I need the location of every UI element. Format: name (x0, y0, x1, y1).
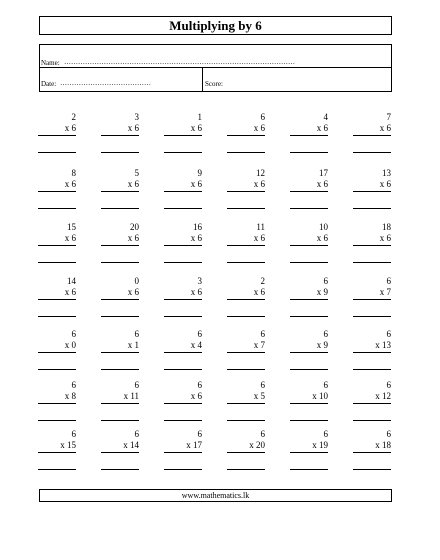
answer-line[interactable] (164, 420, 202, 421)
answer-line[interactable] (164, 469, 202, 470)
multiplicand: 4 (323, 112, 328, 122)
problem-line (227, 191, 265, 192)
multiplicand: 6 (386, 380, 391, 390)
multiplicand: 9 (197, 168, 202, 178)
multiplier: x 6 (190, 123, 202, 133)
multiplicand: 6 (260, 380, 265, 390)
multiplier: x 8 (64, 391, 76, 401)
answer-line[interactable] (290, 316, 328, 317)
answer-line[interactable] (290, 152, 328, 153)
multiplier: x 10 (312, 391, 328, 401)
problem (38, 112, 76, 136)
problem-line (38, 352, 76, 353)
answer-line[interactable] (227, 262, 265, 263)
problem (38, 168, 76, 192)
multiplicand: 1 (197, 112, 202, 122)
problem-line (353, 299, 391, 300)
problem-line (227, 403, 265, 404)
multiplier: x 6 (316, 179, 328, 189)
answer-line[interactable] (101, 369, 139, 370)
multiplicand: 6 (386, 276, 391, 286)
problem-line (164, 403, 202, 404)
problem-line (353, 135, 391, 136)
score-label: Score: (205, 80, 223, 88)
multiplicand: 6 (71, 429, 76, 439)
problem-line (38, 299, 76, 300)
problem-line (164, 299, 202, 300)
multiplicand: 6 (260, 429, 265, 439)
problem-line (101, 403, 139, 404)
problem (353, 276, 391, 300)
multiplier: x 19 (312, 440, 328, 450)
problem (227, 276, 265, 300)
problem-line (227, 352, 265, 353)
problem-line (290, 452, 328, 453)
multiplier: x 6 (190, 179, 202, 189)
problem (290, 329, 328, 353)
answer-line[interactable] (101, 469, 139, 470)
multiplicand: 7 (386, 112, 391, 122)
problem-line (290, 299, 328, 300)
problem-line (38, 135, 76, 136)
multiplier: x 11 (123, 391, 139, 401)
multiplicand: 6 (260, 112, 265, 122)
problem (227, 112, 265, 136)
date-field[interactable]: ………………………………… (60, 79, 151, 87)
answer-line[interactable] (353, 262, 391, 263)
multiplicand: 6 (134, 380, 139, 390)
multiplier: x 17 (186, 440, 202, 450)
multiplier: x 6 (316, 123, 328, 133)
answer-line[interactable] (353, 469, 391, 470)
multiplier: x 6 (379, 179, 391, 189)
multiplier: x 6 (253, 233, 265, 243)
answer-line[interactable] (101, 262, 139, 263)
problem (164, 276, 202, 300)
answer-line[interactable] (38, 369, 76, 370)
problem (353, 222, 391, 246)
problem-line (38, 245, 76, 246)
multiplier: x 6 (64, 179, 76, 189)
multiplicand: 6 (197, 380, 202, 390)
answer-line[interactable] (164, 152, 202, 153)
multiplier: x 6 (127, 287, 139, 297)
multiplier: x 20 (249, 440, 265, 450)
problem-line (290, 403, 328, 404)
problem-line (353, 352, 391, 353)
multiplier: x 5 (253, 391, 265, 401)
answer-line[interactable] (353, 420, 391, 421)
answer-line[interactable] (101, 208, 139, 209)
problem (290, 380, 328, 404)
multiplier: x 6 (127, 123, 139, 133)
multiplier: x 7 (379, 287, 391, 297)
answer-line[interactable] (38, 262, 76, 263)
problem-line (290, 245, 328, 246)
problem (227, 329, 265, 353)
answer-line[interactable] (38, 469, 76, 470)
multiplier: x 7 (253, 340, 265, 350)
answer-line[interactable] (164, 316, 202, 317)
answer-line[interactable] (38, 208, 76, 209)
multiplier: x 6 (64, 123, 76, 133)
multiplier: x 6 (190, 233, 202, 243)
multiplier: x 12 (375, 391, 391, 401)
answer-line[interactable] (290, 469, 328, 470)
date-score-row (40, 68, 391, 91)
multiplicand: 3 (134, 112, 139, 122)
problem-line (227, 452, 265, 453)
problem (353, 168, 391, 192)
name-field[interactable]: ……………………………………………………………………………………… (64, 58, 295, 66)
answer-line[interactable] (290, 262, 328, 263)
multiplier: x 6 (64, 233, 76, 243)
multiplier: x 6 (379, 233, 391, 243)
problem-line (164, 245, 202, 246)
info-divider (202, 68, 203, 91)
problem (101, 168, 139, 192)
problem (353, 380, 391, 404)
problem (101, 429, 139, 453)
multiplicand: 6 (197, 429, 202, 439)
answer-line[interactable] (38, 152, 76, 153)
multiplicand: 6 (323, 329, 328, 339)
multiplicand: 11 (256, 222, 265, 232)
problem (101, 222, 139, 246)
problem-line (101, 352, 139, 353)
problem (38, 429, 76, 453)
problem-line (227, 245, 265, 246)
problem (227, 168, 265, 192)
problem-line (227, 299, 265, 300)
multiplicand: 17 (319, 168, 328, 178)
problem-line (353, 245, 391, 246)
answer-line[interactable] (227, 369, 265, 370)
problem-line (290, 135, 328, 136)
multiplicand: 16 (193, 222, 202, 232)
problem (353, 429, 391, 453)
problem-line (290, 352, 328, 353)
problem (290, 429, 328, 453)
answer-line[interactable] (227, 316, 265, 317)
answer-line[interactable] (101, 316, 139, 317)
multiplicand: 13 (382, 168, 391, 178)
answer-line[interactable] (101, 420, 139, 421)
multiplicand: 20 (130, 222, 139, 232)
problem (227, 380, 265, 404)
problem-line (101, 452, 139, 453)
problem (290, 112, 328, 136)
multiplier: x 9 (316, 340, 328, 350)
problem-line (101, 135, 139, 136)
answer-line[interactable] (227, 469, 265, 470)
name-row (40, 45, 391, 68)
problem-line (101, 191, 139, 192)
problem (38, 329, 76, 353)
multiplier: x 6 (253, 123, 265, 133)
multiplicand: 3 (197, 276, 202, 286)
multiplicand: 15 (67, 222, 76, 232)
multiplier: x 6 (64, 287, 76, 297)
multiplicand: 6 (260, 329, 265, 339)
answer-line[interactable] (227, 208, 265, 209)
problem (164, 429, 202, 453)
problem (164, 222, 202, 246)
problem (101, 380, 139, 404)
problem (164, 380, 202, 404)
multiplier: x 13 (375, 340, 391, 350)
multiplicand: 8 (71, 168, 76, 178)
multiplier: x 15 (60, 440, 76, 450)
problem (38, 380, 76, 404)
multiplier: x 6 (127, 179, 139, 189)
multiplicand: 6 (386, 429, 391, 439)
student-info-box (39, 44, 392, 92)
answer-line[interactable] (38, 420, 76, 421)
problem-line (101, 245, 139, 246)
problem (101, 276, 139, 300)
multiplier: x 18 (375, 440, 391, 450)
multiplicand: 14 (67, 276, 76, 286)
multiplicand: 6 (197, 329, 202, 339)
multiplicand: 6 (323, 380, 328, 390)
problem (353, 329, 391, 353)
multiplicand: 6 (71, 380, 76, 390)
problem (227, 429, 265, 453)
answer-line[interactable] (353, 316, 391, 317)
multiplier: x 6 (127, 233, 139, 243)
problem-line (164, 352, 202, 353)
problem-line (290, 191, 328, 192)
multiplicand: 6 (323, 276, 328, 286)
multiplier: x 0 (64, 340, 76, 350)
problem (353, 112, 391, 136)
multiplicand: 2 (71, 112, 76, 122)
problem (164, 112, 202, 136)
problem-line (227, 135, 265, 136)
answer-line[interactable] (353, 152, 391, 153)
answer-line[interactable] (290, 208, 328, 209)
multiplicand: 6 (134, 429, 139, 439)
multiplier: x 6 (316, 233, 328, 243)
problem (164, 329, 202, 353)
answer-line[interactable] (101, 152, 139, 153)
answer-line[interactable] (353, 369, 391, 370)
problem-line (164, 135, 202, 136)
problem-line (353, 191, 391, 192)
problem-line (38, 403, 76, 404)
answer-line[interactable] (353, 208, 391, 209)
problem (290, 276, 328, 300)
multiplicand: 12 (256, 168, 265, 178)
multiplier: x 9 (316, 287, 328, 297)
problem-line (38, 452, 76, 453)
multiplicand: 5 (134, 168, 139, 178)
problem (38, 222, 76, 246)
problem (164, 168, 202, 192)
multiplicand: 0 (134, 276, 139, 286)
problem-line (353, 403, 391, 404)
answer-line[interactable] (227, 152, 265, 153)
multiplier: x 6 (379, 123, 391, 133)
multiplicand: 6 (134, 329, 139, 339)
problem (101, 329, 139, 353)
date-label: Date: (41, 80, 57, 88)
footer-website: www.mathematics.lk (39, 489, 392, 502)
answer-line[interactable] (164, 369, 202, 370)
multiplicand: 6 (71, 329, 76, 339)
problem-line (353, 452, 391, 453)
problem (290, 168, 328, 192)
problem-line (164, 191, 202, 192)
multiplicand: 18 (382, 222, 391, 232)
multiplier: x 14 (123, 440, 139, 450)
multiplier: x 6 (190, 391, 202, 401)
answer-line[interactable] (164, 208, 202, 209)
worksheet-title: Multiplying by 6 (39, 16, 392, 35)
multiplier: x 6 (253, 287, 265, 297)
problem (227, 222, 265, 246)
answer-line[interactable] (227, 420, 265, 421)
problem-line (38, 191, 76, 192)
problem-line (101, 299, 139, 300)
multiplier: x 4 (190, 340, 202, 350)
multiplier: x 1 (127, 340, 139, 350)
multiplicand: 2 (260, 276, 265, 286)
multiplier: x 6 (253, 179, 265, 189)
problem-line (164, 452, 202, 453)
answer-line[interactable] (38, 316, 76, 317)
multiplier: x 6 (190, 287, 202, 297)
problem (101, 112, 139, 136)
answer-line[interactable] (290, 369, 328, 370)
answer-line[interactable] (290, 420, 328, 421)
name-label: Name: (41, 59, 60, 67)
problem (290, 222, 328, 246)
multiplicand: 10 (319, 222, 328, 232)
multiplicand: 6 (323, 429, 328, 439)
problem (38, 276, 76, 300)
multiplicand: 6 (386, 329, 391, 339)
answer-line[interactable] (164, 262, 202, 263)
